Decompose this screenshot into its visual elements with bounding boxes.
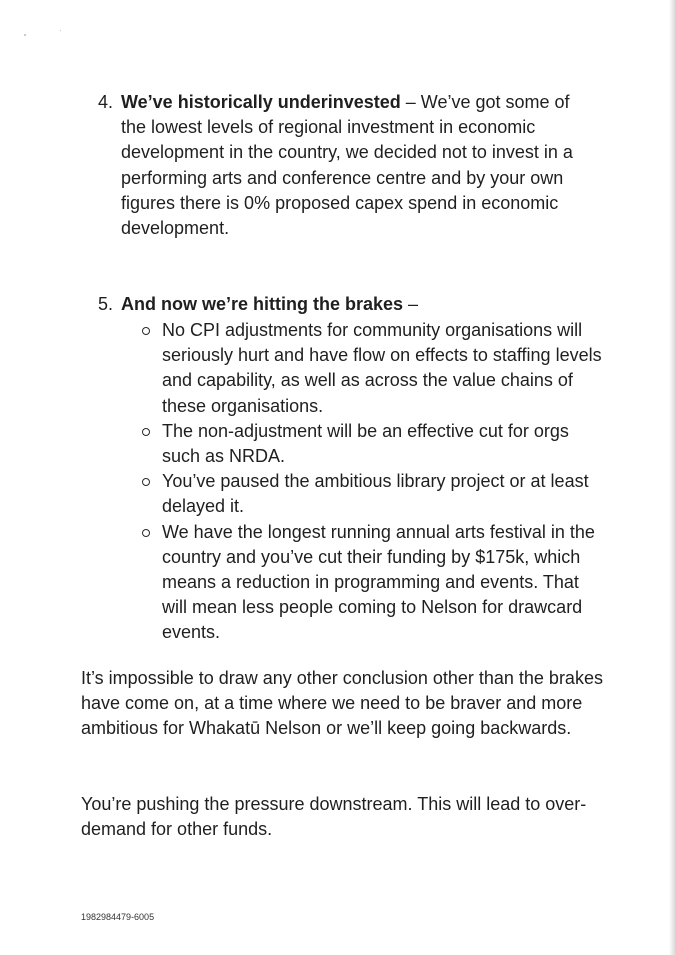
sub-bullet-item xyxy=(142,469,602,519)
item-text: – We’ve got some of the lowest levels of regional investment in economic development in the country, we decided not to invest in a performing arts and conference centre and by your own figures there is 0% proposed capex spend in economic development. xyxy=(121,92,573,239)
numbered-item-5 xyxy=(98,292,598,317)
sub-bullet-item xyxy=(142,419,602,469)
numbered-item-4 xyxy=(98,90,598,241)
sub-bullet-text: The non-adjustment will be an effective cut for orgs such as NRDA. xyxy=(162,420,569,467)
item-body xyxy=(121,292,598,317)
downstream-paragraph: You’re pushing the pressure downstream. This will lead to over-demand for other funds. xyxy=(81,794,587,840)
document-id: 1982984479-6005 xyxy=(81,912,155,922)
sub-bullet-item xyxy=(142,520,602,646)
item-number: 5. xyxy=(98,294,114,314)
item-number: 4. xyxy=(98,92,114,112)
item-heading: We’ve historically underinvested xyxy=(121,92,401,112)
hollow-circle-bullet-icon xyxy=(142,478,150,486)
item-text: – xyxy=(403,294,419,314)
sub-bullet-item xyxy=(142,318,602,419)
conclusion-paragraph: It’s impossible to draw any other conclusion other than the brakes have come on, at a time where we need to be braver and more ambitious for Whakatū Nelson or we’ll keep going backwards. xyxy=(81,668,603,739)
hollow-circle-bullet-icon xyxy=(142,327,150,335)
sub-bullet-text: You’ve paused the ambitious library project or at least delayed it. xyxy=(162,471,589,517)
sub-bullet-text: We have the longest running annual arts festival in the country and you’ve cut their funding by $175k, which means a reduction in programming and events. That will mean less people coming to Nelson for drawcard events. xyxy=(162,521,595,643)
sub-bullet-text: No CPI adjustments for community organisations will seriously hurt and have flow on effects to staffing levels and capability, as well as across the value chains of these organisations. xyxy=(162,320,602,416)
item-heading: And now we’re hitting the brakes xyxy=(121,294,404,314)
item-body xyxy=(121,90,598,241)
hollow-circle-bullet-icon xyxy=(142,529,150,537)
sub-bullet-list xyxy=(142,318,602,646)
hollow-circle-bullet-icon xyxy=(142,428,150,436)
